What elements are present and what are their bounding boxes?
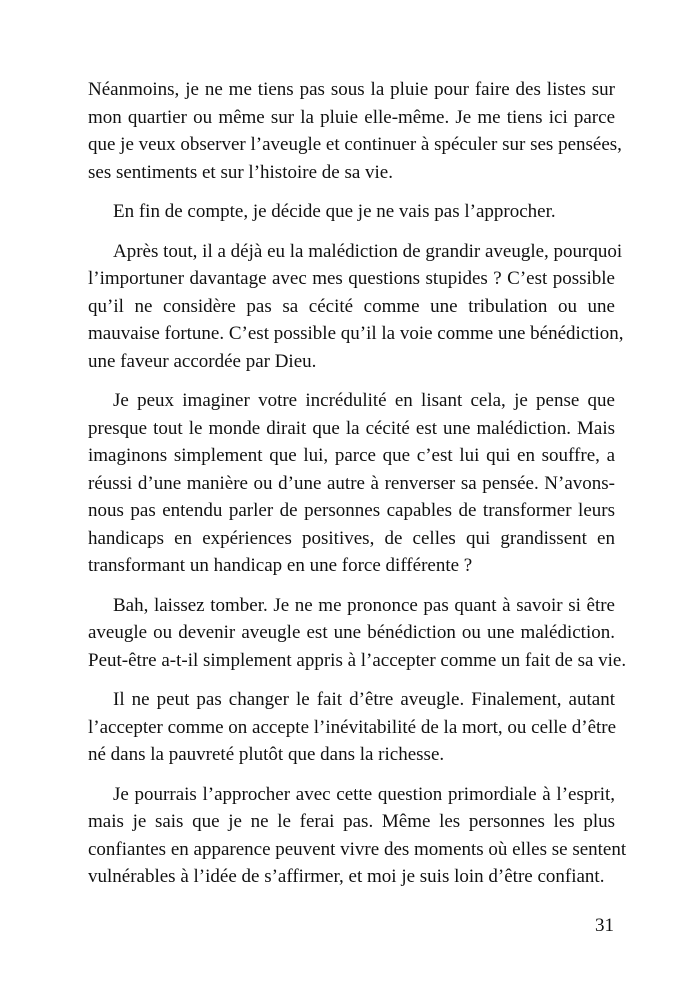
text-line: que je veux observer l’aveugle et continuer à spéculer sur ses pensées, — [88, 134, 622, 155]
text-line: mon quartier ou même sur la pluie elle-même. Je me tiens ici parce — [88, 106, 615, 128]
text-line: transformant un handicap en une force différente ? — [88, 555, 473, 576]
paragraph — [88, 198, 615, 226]
text-line: presque tout le monde dirait que la cécité est une malédiction. Mais — [88, 417, 615, 439]
paragraph — [88, 387, 615, 580]
text-line: ses sentiments et sur l’histoire de sa vie. — [88, 161, 393, 183]
text-line: l’importuner davantage avec mes questions stupides ? C’est possible — [88, 268, 615, 289]
text-line: qu’il ne considère pas sa cécité comme une tribulation ou une — [88, 295, 615, 317]
paragraph — [88, 781, 627, 891]
text-line: handicaps en expériences positives, de celles qui grandissent en — [88, 527, 615, 549]
text-line: Néanmoins, je ne me tiens pas sous la pluie pour faire des listes sur — [88, 79, 615, 100]
text-line: nous pas entendu parler de personnes capables de transformer leurs — [88, 500, 615, 521]
paragraph — [88, 76, 622, 186]
text-line: Je pourrais l’approcher avec cette question primordiale à l’esprit, — [113, 783, 615, 805]
text-line: né dans la pauvreté plutôt que dans la richesse. — [88, 744, 445, 765]
paragraph — [88, 686, 615, 769]
text-line: imaginons simplement que lui, parce que c’est lui qui en souffre, a — [88, 445, 615, 466]
text-line: l’accepter comme on accepte l’inévitabilité de la mort, ou celle d’être — [88, 716, 617, 738]
text-line: En fin de compte, je décide que je ne vais pas l’approcher. — [113, 201, 556, 222]
text-line: confiantes en apparence peuvent vivre des moments où elles se sentent — [88, 838, 627, 860]
text-line: aveugle ou devenir aveugle est une bénédiction ou une malédiction. — [88, 622, 615, 643]
text-line: mauvaise fortune. C’est possible qu’il la voie comme une bénédiction, — [88, 323, 624, 344]
text-line: mais je sais que je ne le ferai pas. Même les personnes les plus — [88, 811, 615, 832]
body-text — [88, 76, 627, 891]
text-line: réussi d’une manière ou d’une autre à renverser sa pensée. N’avons- — [88, 472, 615, 494]
text-line: Je peux imaginer votre incrédulité en lisant cela, je pense que — [113, 390, 615, 411]
page-number: 31 — [595, 915, 614, 936]
text-line: vulnérables à l’idée de s’affirmer, et moi je suis loin d’être confiant. — [88, 866, 605, 887]
paragraph — [88, 238, 624, 376]
text-line: Bah, laissez tomber. Je ne me prononce pas quant à savoir si être — [113, 594, 615, 616]
text-line: Peut-être a-t-il simplement appris à l’accepter comme un fait de sa vie. — [88, 649, 627, 671]
text-line: Il ne peut pas changer le fait d’être aveugle. Finalement, autant — [113, 689, 615, 710]
text-line: Après tout, il a déjà eu la malédiction de grandir aveugle, pourquoi — [113, 240, 623, 262]
text-line: une faveur accordée par Dieu. — [88, 350, 317, 372]
paragraph — [88, 592, 627, 675]
